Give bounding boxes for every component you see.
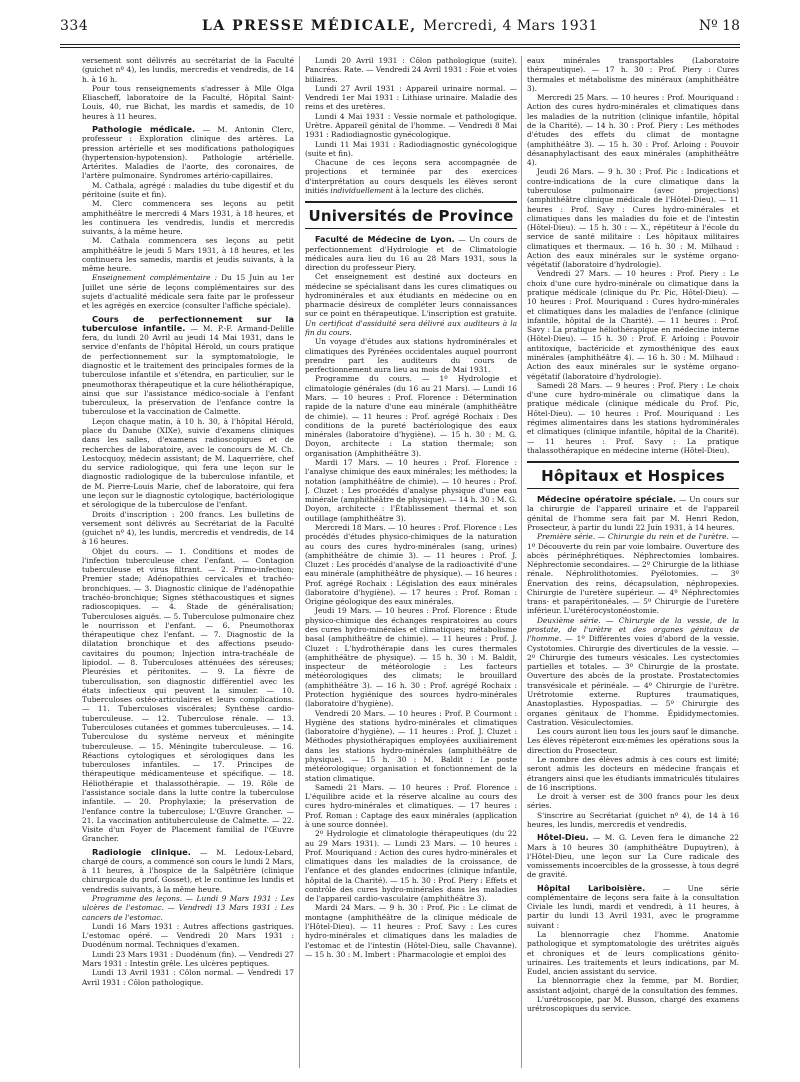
paragraph: Programme des leçons. — Lundi 9 Mars 1931 : Les ulcères de l'estomac. — Vendredi 13 Mars 1931 : Les cancers de l'estomac. [82,894,294,922]
column-2 [305,56,517,1071]
section-title: Hôpital Lariboisière. [537,882,646,893]
paragraph: Le nombre des élèves admis à ces cours est limité; seront admis les docteurs en médecine français et étrangers ainsi que les étudiants immatriculés titulaires de 16 inscriptions. [527,754,739,792]
section-title: Médecine opératoire spéciale. [537,494,676,505]
issue-number: Nº 18 [698,18,740,34]
section-paragraph: Hôpital Lariboisière. — Une série complémentaire de leçons sera faite à la consultation Civiale les lundi, mardi et vendredi, à 11 heures, à partir du lundi 13 Avril 1931, avec le programme suivant : [527,882,739,930]
paragraph: eaux minérales transportables (Laboratoire thérapeutique). — 17 h. 30 : Prof. Piery : Cures thermales et métabolisme des minéraux (amphithéâtre 3). [527,56,739,93]
paragraph: Lundi 11 Mai 1931 : Radiodiagnostic gynécologique (suite et fin). [305,139,517,158]
paragraph: Vendredi 27 Mars. — 10 heures : Prof. Piery : Le choix d'une cure hydro-minérale ou climatique dans la pratique médicale (clinique du Pr. Pic, Hôtel-Dieu). — 10 heures : Prof. Mouriquand : Cures hydro-minérales et climatiques dans les maladies de l'enfance (clinique infantile, hôpital de la Charité). — 11 heures : Prof. Savy : La pratique héliothérapique en médecine interne (Hôtel-Dieu). — 15 h. 30 : Prof. F. Arloing : Pouvoir antitoxique, bactéricide et zymosthénique des eaux minérales (amphithéâtre 4). — 16 h. 30 : M. Milhaud : Action des eaux minérales sur le système organo-végétatif (laboratoire d'hydrologie). [527,269,739,381]
paragraph: Mardi 24 Mars. — 9 h. 30 : Prof. Pic : Le climat de montagne (amphithéâtre de la clinique médicale de l'Hôtel-Dieu). — 11 heures : Prof. Savy : Les cures hydro-minérales et climatiques dans les maladies de l'estomac et de l'intestin (Hôtel-Dieu, salle Chavanne). — 15 h. 30 : M. Imbert : Pharmacologie et emploi des [305,903,517,959]
issue-date: Mercredi, 4 Mars 1931 [423,18,598,34]
section-paragraph: Radiologie clinique. — M. Ledoux-Lebard, chargé de cours, a commencé son cours le lundi 2 Mars, à 11 heures, à l'hospice de la Salpêtrière (clinique chirurgicale du prof. Gosset), et le continue les lundis et vendredis suivants, à la même heure. [82,846,294,894]
page-number: 334 [60,18,89,34]
section-paragraph: Cours de perfectionnement sur la tuberculose infantile. — M. P.-F. Armand-Delille fera, du lundi 20 Avril au jeudi 14 Mai 1931, dans le service d'enfants de l'hôpital Hérold, un cours pratique de perfectionnement sur la symptomatologie, le diagnostic et le traitement des principales formes de la tuberculose infantile et s'étendra, en particulier, sur le pneumothorax thérapeutique et la cure héliothérapique, ainsi que sur l'assistance médico-sociale à l'enfant tuberculeux, la préservation de l'enfance contre la tuberculose et la vaccination de Calmette. [82,313,294,417]
column-divider [521,56,522,1068]
section-title: Cours de perfectionnement sur la tuberculose infantile. [82,313,294,333]
page-header [60,18,740,40]
section-banner: Hôpitaux et Hospices [527,461,739,489]
section-title: Hôtel-Dieu. [537,832,589,843]
paragraph: S'inscrire au Secrétariat (guichet nº 4), de 14 à 16 heures, les lundis, mercredis et vendredis. [527,810,739,829]
paragraph: Mardi 17 Mars. — 10 heures : Prof. Florence : l'analyse chimique des eaux minérales; les méthodes; la notation (amphithéâtre de chimie). — 10 heures : Prof. J. Cluzet : Les procédés d'analyse physique d'une eau minérale (amphithéâtre de physique). — 14 h. 30 : M. G. Doyon, architecte : l'Établissement thermal et son outillage (amphithéâtre 3). [305,457,517,523]
section-title: Pathologie médicale. [92,123,196,134]
paragraph: Première série. — Chirurgie du rein et de l'urètre. — 1º Découverte du rein par voie lombaire. Ouverture des abcès périnéphrétiques. Néphrectomies lombaires. Néphrectomie secondaires. — 2º Chirurgie de la lithiase rénale. Néphrolithotomies. Pyélotomies. — 3º Énervation des reins, décapsulation, néphropexies. Chirurgie de l'uretère supérieur. — 4º Néphrectomies trans- et parapéritonéales. — 5º Chirurgie de l'uretère inférieur. L'urétérocystonéostomie. [527,532,739,616]
paragraph: Jeudi 26 Mars. — 9 h. 30 : Prof. Pic : Indications et contre-indications de la cure climatique dans la tuberculose pulmonaire (avec projections) (amphithéâtre clinique médicale de l'Hôtel-Dieu). — 11 heures : Prof. Savy : Cures hydro-minérales et climatiques dans les maladies du foie et de l'intestin (Hôtel-Dieu). — 15 h. 30 : — X., répétiteur à l'école du service de santé militaire : Les hôpitaux militaires climatiques et thermaux. — 16 h. 30 : M. Milhaud : Action des eaux minérales sur le système organo-végétatif (laboratoire d'hydrologie). [527,167,739,270]
section-paragraph: Hôtel-Dieu. — M. G. Leven fera le dimanche 22 Mars à 10 heures 30 (amphithéâtre Dupuytren), à l'Hôtel-Dieu, une leçon sur La Cure radicale des vomissements incoercibles de la grossesse, à tous degré de gravité. [527,832,739,880]
paragraph: Samedi 21 Mars. — 10 heures : Prof. Florence : L'équilibre acide et la réserve alcaline au cours des cures hydro-minérales et climatiques. — 17 heures : Prof. Roman : Captage des eaux minérales (application à une source donnée). [305,782,517,829]
paragraph: Lundi 13 Avril 1931 : Côlon normal. — Vendredi 17 Avril 1931 : Côlon pathologique. [82,968,294,987]
column-3 [527,56,739,1071]
paragraph: Vendredi 20 Mars. — 10 heures : Prof. P. Courmont : Hygiène des stations hydro-minérales et climatiques (laboratoire d'hygiène). — 11 heures : Prof. J. Cluzet : Méthodes physiothérapiques employées auxiliairement dans les stations hydro-minérales (amphithéâtre de physique). — 15 h. 30 : M. Baldit : Le poste météorologique; organisation et fonctionnement de la station climatique. [305,708,517,783]
paragraph: 2º Hydrologie et climatologie thérapeutiques (du 22 au 29 Mars 1931). — Lundi 23 Mars. — 10 heures : Prof. Mouriquand : Action des cures hydro-minérales et climatiques dans les maladies de la croissance, de l'enfance et des glandes endocrines (clinique infantile, hôpital de la Charité). — 15 h. 30 : Prof. Piery : Effets et contrôle des cures hydro-minérales dans les maladies de l'appareil cardio-vasculaire (amphithéâtre 3). [305,829,517,904]
column-divider [299,56,300,1068]
paragraph: Leçon chaque matin, à 10 h. 30, à l'hôpital Hérold, place du Danube (XIXe), suivie d'examens cliniques dans les salles, d'examens radioscopiques et de recherches de laboratoire, avec le concours de M. Ch. Lestocquoy, médecin assistant; de M. Laquerrière, chef du service radiologique, qui fera une leçon sur le diagnostic radiologique de la tuberculose infantile, et de M. Pierre-Louis Marie, chef de laboratoire, qui fera une leçon sur le diagnostic cytologique, bactériologique et sérologique de la tuberculose de l'enfant. [82,416,294,510]
paragraph: La blennorragie chez l'homme. Anatomie pathologique et symptomatologie des urétrites aiguës et chroniques et de leurs complications génito-urinaires. Les traitements et leurs indications, par M. Eudel, ancien assistant du service. [527,930,739,977]
paragraph: L'urétroscopie, par M. Busson, chargé des examens urétroscopiques du service. [527,995,739,1014]
header-rule-bottom [60,47,740,48]
paragraph: M. Clerc commencera ses leçons au petit amphithéâtre le mercredi 4 Mars 1931, à 18 heures, et les continuera les vendredis, lundis et mercredis suivants, à la même heure. [82,199,294,237]
paragraph: versement sont délivrés au secrétariat de la Faculté (guichet nº 4), les lundis, mercredis et vendredis, de 14 h. à 16 h. [82,56,294,84]
paragraph: Lundi 16 Mars 1931 : Autres affections gastriques. L'estomac opéré. — Vendredi 20 Mars 1931 : Duodénum normal. Techniques d'examen. [82,921,294,950]
paragraph: Pour tous renseignements s'adresser à Mlle Olga Eliascheff, laboratoire de la Faculté, Hôpital Saint-Louis, 40, rue Bichat, les mardis et samedis, de 10 heures à 11 heures. [82,83,294,121]
section-paragraph: Médecine opératoire spéciale. — Un cours sur la chirurgie de l'appareil urinaire et de l'appareil génital de l'homme sera fait par M. Henri Redon, Prosecteur, à partir du lundi 22 Juin 1931, à 14 heures. [527,494,739,532]
paragraph: Deuxième série. — Chirurgie de la vessie, de la prostate, de l'urètre et des organes génitaux de l'homme. — 1º Différentes voies d'abord de la vessie. Cystotomies. Chirurgie des diverticules de la vessie. — 2º Chirurgie des tumeurs vésicales. Les cystectomies partielles et totales. — 3º Chirurgie de la prostate. Ouverture des abcès de la prostate. Prostatectomies transvésicale et périnéale. — 4º Chirurgie de l'urètre. Urétrotomie externe. Ruptures traumatiques, Anastoplasties. Hypospadias. — 5º Chirurgie des organes génitaux de l'homme. Épididymectomies. Castration. Vésiculectomies. [527,615,739,727]
section-paragraph: Faculté de Médecine de Lyon. — Un cours de perfectionnement d'Hydrologie et de Climatologie médicales aura lieu du 16 au 28 Mars 1931, sous la direction du professeur Piery. [305,234,517,273]
paragraph: Mercredi 25 Mars. — 10 heures : Prof. Mouriquand : Action des cures hydro-minérales et climatiques dans les maladies de la nutrition (clinique infantile, hôpital de la Charité). — 14 h. 30 : Prof. Piery : Les méthodes d'études des effets du climat de montagne (amphithéâtre 3). — 15 h. 30 : Prof. Arloing : Pouvoir désanaphylactisant des eaux minérales (amphithéâtre 4). [527,93,739,168]
paragraph: Un voyage d'études aux stations hydrominérales et climatiques des Pyrénées occidentales auquel pourront prendre part les auditeurs du cours de perfectionnement aura lieu au mois de Mai 1931. [305,337,517,375]
paragraph: Samedi 28 Mars. — 9 heures : Prof. Piery : Le choix d'une cure hydro-minérale ou climatique dans la pratique médicale (clinique médicale du Prof. Pic, Hôtel-Dieu). — 10 heures : Prof. Mouriquand : Les régimes alimentaires dans les stations hydrominérales et climatiques (clinique infantile, hôpital de la Charité). — 11 heures : Prof. Savy : La pratique thalassothérapique en médecine interne (Hôtel-Dieu). [527,380,739,455]
paragraph: Mercredi 18 Mars. — 10 heures : Prof. Florence : Les procédés d'études physico-chimiques de la naturation au cours des cures hydro-minérales (sang, urines) (amphithéâtre de chimie 3). — 11 heures : Prof. J. Cluzet : Les procédés d'analyse de la radioactivité d'une eau minérale (amphithéâtre de physique). — 16 heures : Prof. agrégé Rochaix : Législation des eaux minérales (laboratoire d'hygiène). — 17 heures : Prof. Roman : Origine géologique des eaux minérales. [305,522,517,607]
header-rule-top [60,44,740,45]
journal-title: LA PRESSE MÉDICALE, [202,18,417,34]
paragraph: Objet du cours. — 1. Conditions et modes de l'infection tuberculeuse chez l'enfant. — Contagion tuberculeuse et virus filtrant. — 2. Primo-infection; Premier stade; Adénopathies cervicales et trachéo-bronchiques. — 3. Diagnostic clinique de l'adénopathie trachéo-bronchique; Signes stéthacoustiques et signes radioscopiques. — 4. Stade de généralisation; Tuberculoses aiguës. — 5. Tuberculose pulmonaire chez le nourrisson et l'enfant. — 6. Pneumothorax thérapeutique chez l'enfant. — 7. Diagnostic de la dilatation bronchique et des affections pseudo-cavitaires du poumon; Injection intra-trachéale de lipiodol. — 8. Tuberculoses atténuées des séreuses; Pleurésies et péritonites. — 9. La fièvre de tuberculisation, son diagnostic différentiel avec les états infectieux qui peuvent la simuler. — 10. Tuberculoses ostéo-articulaires et leurs complications. — 11. Tuberculoses viscérales; Synthèse cardio-tuberculeuse. — 12. Tuberculose rénale. — 13. Tuberculoses cutanées et gommes tuberculeuses. — 14. Tuberculose du système nerveux et méningite tuberculeuse. — 15. Méningite tuberculeuse. — 16. Réactions cytologiques et sérologiques dans les tuberculoses infantiles. — 17. Principes de thérapeutique médicamenteuse et spécifique. — 18. Héliothérapie et thalassothérapie. — 19. Rôle de l'assistance sociale dans la lutte contre la tuberculose infantile. — 20. Prophylaxie; la préservation de l'enfance contre la tuberculose; L'Œuvre Grancher. — 21. La vaccination antituberculeuse de Calmette. — 22. Visite d'un Foyer de Placement familial de l'Œuvre Grancher. [82,546,294,844]
section-banner: Universités de Province [305,201,517,229]
paragraph: Lundi 20 Avril 1931 : Côlon pathologique (suite). Pancréas. Rate. — Vendredi 24 Avril 1931 : Foie et voies biliaires. [305,56,517,84]
paragraph: Le droit à verser est de 300 francs pour les deux séries. [527,792,739,811]
column-1 [82,56,294,1071]
journal-title-line [60,18,740,34]
paragraph: M. Cathala commencera ses leçons au petit amphithéâtre le jeudi 5 Mars 1931, à 18 heures, et les continuera les samedis, mardis et jeudis suivants, à la même heure. [82,236,294,274]
paragraph: Jeudi 19 Mars. — 10 heures : Prof. Florence : Étude physico-chimique des échanges respiratoires au cours des cures hydro-minérales et climatiques; métabolisme basal (amphithéâtre de chimie). — 11 heures : Prof. J. Cluzet : L'hydrothérapie dans les cures thermales (amphithéâtre de physique). — 15 h. 30 : M. Baldit, inspecteur de météorologie : Les facteurs météorologiques des climats; le brouillard (amphithéâtre 3). — 16 h. 30 : Prof. agrégé Rochaix : Protection hygiénique des sources hydro-minérales (laboratoire d'hygiène). [305,606,517,709]
paragraph: La blennorragie chez la femme, par M. Bordier, assistant adjoint, chargé de la consultation des femmes. [527,976,739,995]
paragraph: Les cours auront lieu tous les jours sauf le dimanche. Les élèves répèteront eux-mêmes les opérations sous la direction du Prosecteur. [527,727,739,755]
paragraph: Enseignement complémentaire : Du 15 Juin au 1er Juillet une série de leçons complémentaires sur des sujets d'actualité médicale sera faite par le professeur et les agrégés en exercice (consulter l'affiche spéciale). [82,273,294,311]
paragraph: Droits d'inscription : 200 francs. Les bulletins de versement sont délivrés au Secrétariat de la Faculté (guichet nº 4), les lundis, mercredis et vendredis, de 14 à 16 heures. [82,509,294,547]
paragraph: Cet enseignement est destiné aux docteurs en médecine se spécialisant dans les cures climatiques ou hydrominérales et aux étudiants en médecine ou en pharmacie désireux de compléter leurs connaissances sur ce point en thérapeutique. L'inscription est gratuite. Un certificat d'assiduité sera délivré aux auditeurs à la fin du cours. [305,272,517,338]
paragraph: Lundi 27 Avril 1931 : Appareil urinaire normal. — Vendredi 1er Mai 1931 : Lithiase urinaire. Maladie des reins et des uretères. [305,83,517,112]
section-title: Faculté de Médecine de Lyon. [315,234,455,245]
paragraph: Lundi 4 Mai 1931 : Vessie normale et pathologique. Urètre. Appareil génital de l'homme. — Vendredi 8 Mai 1931 : Radiodiagnostic gynécologique. [305,111,517,140]
paragraph: M. Cathala, agrégé : maladies du tube digestif et du péritoine (suite et fin). [82,180,294,199]
section-paragraph: Pathologie médicale. — M. Antonin Clerc, professeur : Exploration clinique des artères. La pression artérielle et ses modifications pathologiques (hypertension-hypotension). Pathologie artérielle. Artérites. Maladies de l'aorte, des coronaires, de l'artère pulmonaire. Syndromes artério-capillaires. [82,123,294,181]
paragraph: Chacune de ces leçons sera accompagnée de projections et terminée par des exercices d'interprétation au cours desquels les élèves seront initiés individuellement à la lecture des clichés. [305,158,517,195]
paragraph: Lundi 23 Mars 1931 : Duodénum (fin). — Vendredi 27 Mars 1931 : Intestin grêle. Les ulcères peptiques. [82,949,294,968]
paragraph: Programme du cours. — 1º Hydrologie et climatologie générales (du 16 au 21 Mars). — Lundi 16 Mars. — 10 heures : Prof. Florence : Détermination rapide de la nature d'une eau minérale (amphithéâtre de chimie). — 11 heures : Prof. agrégé Rochaix : Des conditions de la pureté bactériologique des eaux minérales (laboratoire d'hygiène). — 15 h. 30 : M. G. Doyon, architecte : La station thermale; son organisation (Amphithéâtre 3). [305,374,517,458]
section-title: Radiologie clinique. [92,846,191,857]
